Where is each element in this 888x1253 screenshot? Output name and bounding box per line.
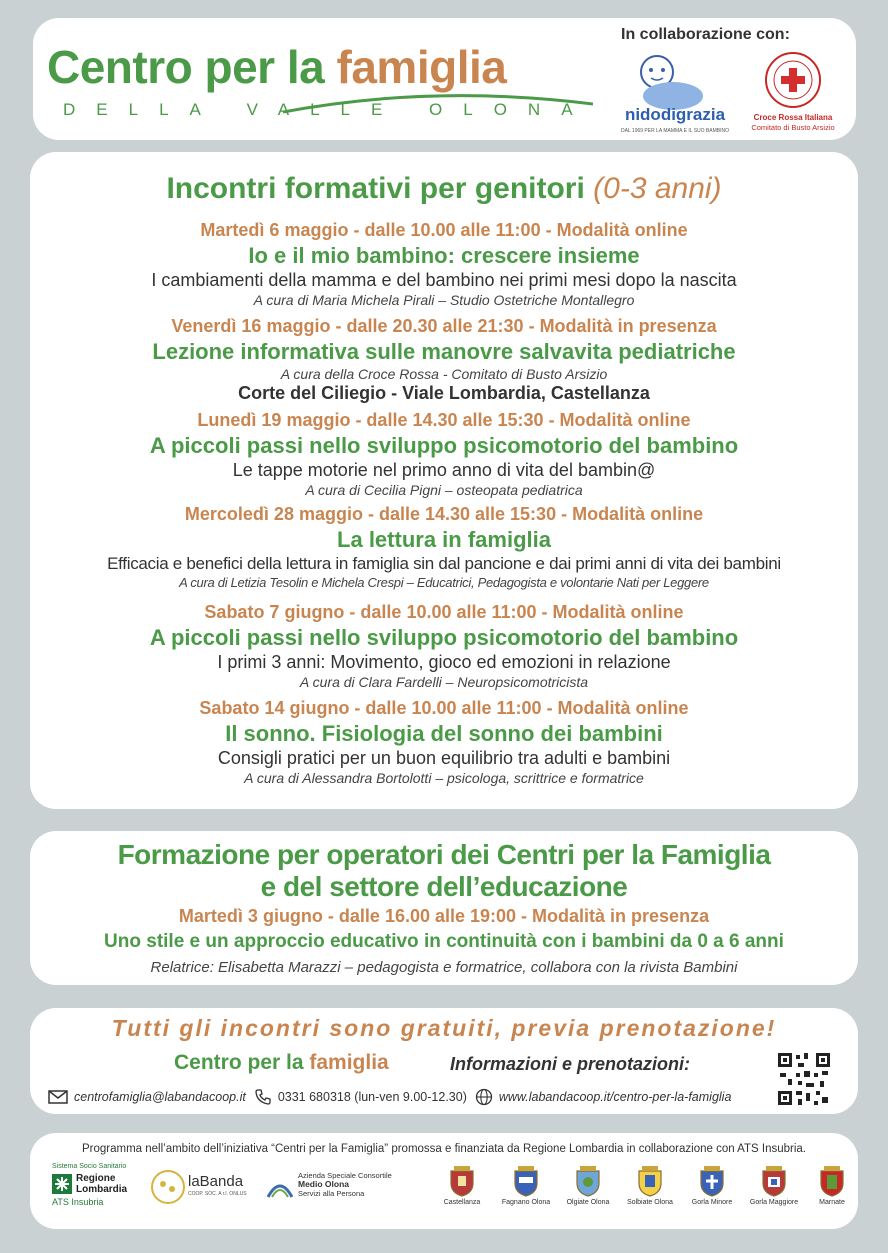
nido-tagline: DAL 1969 PER LA MAMMA E IL SUO BAMBINO — [620, 128, 730, 134]
crest-solbiate-olona — [620, 1165, 680, 1206]
operators-date: Martedì 3 giugno - dalle 16.00 alle 19:00 - Modalità in presenza — [178, 906, 710, 926]
contact-row — [48, 1088, 739, 1106]
event-place: Corte del Ciliegio - Viale Lombardia, Castellanza — [238, 383, 650, 403]
event-date: Venerdì 16 maggio - dalle 20.30 alle 21:30 - Modalità in presenza — [171, 316, 717, 336]
regione-sub: ATS Insubria — [52, 1197, 104, 1207]
event-by: A cura di Maria Michela Pirali – Studio Ostetriche Montallegro — [253, 292, 635, 308]
brand-subtitle: DELLA VALLE OLONA — [63, 100, 594, 119]
event-title: Lezione informativa sulle manovre salvavita pediatriche — [152, 339, 736, 364]
event-desc: Efficacia e benefici della lettura in famiglia sin dal pancione e dai primi anni di vita dei bambini — [107, 554, 781, 573]
contact-web[interactable] — [475, 1088, 732, 1106]
solbiate-olona-crest-icon — [637, 1165, 663, 1197]
event-6 — [30, 698, 858, 786]
marnate-crest-icon — [819, 1165, 845, 1197]
footer-card — [30, 1133, 858, 1229]
main-title-text: Incontri formativi per genitori — [166, 172, 585, 205]
gorla-maggiore-crest-icon — [761, 1165, 787, 1197]
main-title-suffix: (0-3 anni) — [593, 172, 722, 205]
phone-icon — [254, 1088, 272, 1106]
labanda-sub: COOP. SOC. A r.l. ONLUS — [188, 1191, 247, 1197]
crest-gorla-maggiore — [744, 1165, 804, 1206]
operators-speaker: Relatrice: Elisabetta Marazzi – pedagogista e formatrice, collabora con la rivista Bambini — [150, 959, 738, 976]
brand-text-2: famiglia — [336, 41, 507, 93]
mini-brand-text-2: famiglia — [309, 1051, 389, 1074]
crest-marnate — [802, 1165, 862, 1206]
crest-label: Fagnano Olona — [501, 1199, 551, 1206]
free-notice: Tutti gli incontri sono gratuiti, previa prenotazione! — [111, 1015, 777, 1041]
crest-label: Gorla Minore — [691, 1199, 733, 1206]
event-date: Martedì 6 maggio - dalle 10.00 alle 11:00 - Modalità online — [200, 220, 688, 240]
footer-logos — [46, 1163, 846, 1223]
header-card — [33, 18, 856, 140]
medio-olona-line2: Medio Olona — [298, 1179, 349, 1189]
event-by: A cura di Letizia Tesolin e Michela Crespi – Educatrici, Pedagogista e volontarie Nati per Leggere — [179, 575, 709, 590]
operators-title — [30, 839, 858, 903]
event-4 — [30, 504, 858, 590]
event-desc: Le tappe motorie nel primo anno di vita del bambin@ — [232, 460, 656, 480]
crest-label: Olgiate Olona — [566, 1199, 610, 1206]
event-title: Il sonno. Fisiologia del sonno dei bambini — [225, 721, 663, 746]
event-2 — [30, 316, 858, 404]
crest-label: Solbiate Olona — [627, 1199, 673, 1206]
info-card — [30, 1008, 858, 1114]
event-by: A cura di Clara Fardelli – Neuropsicomotricista — [299, 674, 589, 690]
event-desc: I cambiamenti della mamma e del bambino nei primi mesi dopo la nascita — [151, 270, 737, 290]
brand-text-1: Centro per la — [47, 41, 337, 93]
event-title: La lettura in famiglia — [337, 527, 551, 552]
labanda-logo — [150, 1169, 254, 1207]
event-by: A cura di Cecilia Pigni – osteopata pediatrica — [305, 482, 583, 498]
parents-events-card — [30, 152, 858, 809]
phone-number[interactable]: 0331 680318 (lun-ven 9.00-12.30) — [277, 1090, 467, 1104]
website-link[interactable]: www.labandacoop.it/centro-per-la-famiglia — [498, 1090, 732, 1104]
event-3 — [30, 410, 858, 498]
qr-code-icon[interactable] — [776, 1051, 832, 1107]
medio-olona-icon — [266, 1173, 294, 1201]
crest-gorla-minore — [682, 1165, 742, 1206]
event-5 — [30, 602, 858, 690]
contact-email[interactable] — [48, 1090, 246, 1104]
labanda-circle-icon — [150, 1169, 186, 1205]
event-title: A piccoli passi nello sviluppo psicomotorio del bambino — [149, 433, 739, 458]
crest-fagnano-olona — [496, 1165, 556, 1206]
regione-name-2: Lombardia — [76, 1184, 128, 1195]
medio-olona-line1: Azienda Speciale Consortile — [298, 1171, 392, 1180]
event-date: Sabato 14 giugno - dalle 10.00 alle 11:00 - Modalità online — [199, 698, 689, 718]
regione-lombardia-logo — [52, 1163, 148, 1207]
main-title — [30, 172, 858, 206]
croce-rossa-logo-icon — [747, 50, 839, 136]
nidodigrazia-logo-icon — [613, 50, 737, 136]
contact-phone[interactable] — [254, 1088, 467, 1106]
event-date: Mercoledì 28 maggio - dalle 14.30 alle 15:30 - Modalità online — [184, 504, 704, 524]
crest-label: Marnate — [819, 1199, 845, 1206]
event-1 — [30, 220, 858, 308]
collab-label: In collaborazione con: — [621, 26, 790, 43]
event-by: A cura di Alessandra Bortolotti – psicologa, scrittrice e formatrice — [244, 770, 644, 786]
event-desc: I primi 3 anni: Movimento, gioco ed emozioni in relazione — [217, 652, 671, 672]
castellanza-crest-icon — [449, 1165, 475, 1197]
globe-icon — [475, 1088, 493, 1106]
event-date: Sabato 7 giugno - dalle 10.00 alle 11:00 - Modalità online — [204, 602, 684, 622]
email-link[interactable]: centrofamiglia@labandacoop.it — [74, 1090, 246, 1104]
cri-name: Croce Rossa Italiana — [753, 113, 833, 122]
event-by: A cura della Croce Rossa - Comitato di Busto Arsizio — [280, 366, 608, 382]
event-title: Io e il mio bambino: crescere insieme — [248, 243, 640, 268]
crest-label: Gorla Maggiore — [749, 1199, 799, 1206]
operators-title-line1: Formazione per operatori dei Centri per la Famiglia — [117, 839, 771, 870]
gorla-minore-crest-icon — [699, 1165, 725, 1197]
nido-name: nidodigrazia — [624, 105, 726, 124]
info-label: Informazioni e prenotazioni: — [450, 1054, 691, 1074]
cri-sub: Comitato di Busto Arsizio — [751, 123, 835, 132]
fagnano-olona-crest-icon — [513, 1165, 539, 1197]
event-date: Lunedì 19 maggio - dalle 14.30 alle 15:30 - Modalità online — [197, 410, 691, 430]
event-desc: Consigli pratici per un buon equilibrio tra adulti e bambini — [217, 748, 671, 768]
operators-card — [30, 831, 858, 985]
medio-olona-logo — [266, 1171, 416, 1207]
olgiate-olona-crest-icon — [575, 1165, 601, 1197]
crest-castellanza — [432, 1165, 492, 1206]
mini-brand-text-1: Centro per la — [174, 1051, 310, 1074]
crest-label: Castellanza — [443, 1199, 481, 1206]
medio-olona-line3: Servizi alla Persona — [298, 1189, 365, 1198]
footer-text: Programma nell’ambito dell’iniziativa “Centri per la Famiglia” promossa e finanziata da Regione Lombardia in collaborazione con ATS Insubria. — [81, 1143, 806, 1155]
regione-cross-icon — [52, 1174, 72, 1194]
mini-brand-logo — [174, 1051, 389, 1075]
crest-olgiate-olona — [558, 1165, 618, 1206]
brand-logo — [47, 40, 506, 94]
operators-subtitle: Uno stile e un approccio educativo in continuità con i bambini da 0 a 6 anni — [104, 931, 784, 952]
regione-top: Sistema Socio Sanitario — [52, 1163, 127, 1170]
regione-name-1: Regione — [76, 1173, 116, 1184]
labanda-name: laBanda — [188, 1173, 244, 1190]
operators-title-line2: e del settore dell’educazione — [260, 871, 628, 902]
envelope-icon — [48, 1090, 68, 1104]
event-title: A piccoli passi nello sviluppo psicomotorio del bambino — [149, 625, 739, 650]
